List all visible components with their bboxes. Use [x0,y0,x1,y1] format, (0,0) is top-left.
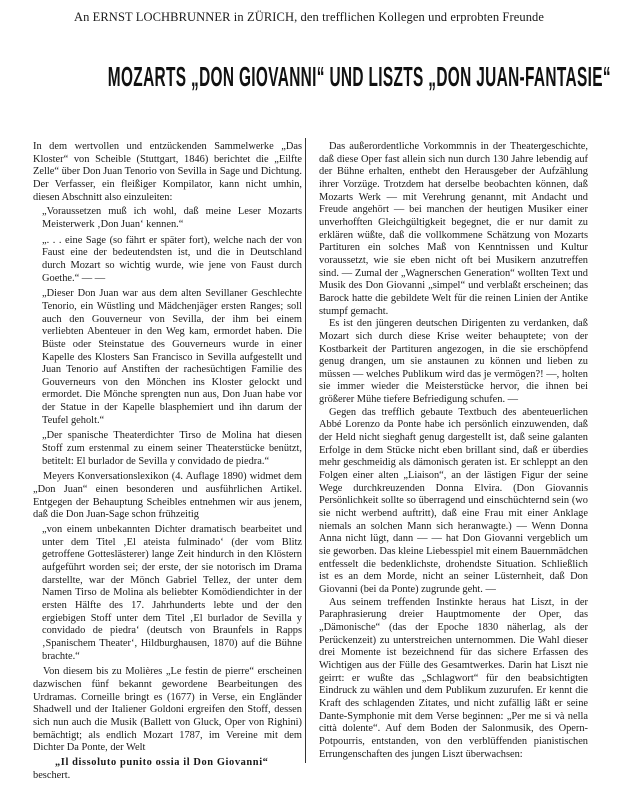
paragraph: Meyers Konversationslexikon (4. Auflage 1890) widmet dem „Don Juan“ einen besonderen und ausführlichen Artikel. Entgegen der Behauptung Scheibles entnehmen wir aus jenem, daß die Don Juan-Sage schon frühzeitig [33,471,302,521]
opera-title-quote: „Il dissoluto punito ossia il Don Giovanni“ [55,756,269,768]
quote: „Voraussetzen muß ich wohl, daß meine Leser Mozarts Meisterwerk ‚Don Juan‘ kennen.“ [42,206,302,230]
quote: „von einem unbekannten Dichter dramatisch bearbeitet und unter dem Titel ‚El ateista fulminado‘ (der vom Blitz getroffene Gotteslästerer) lange Zeit hindurch in den Klöstern aufgeführt worden sei; der erste, der sie notorisch im Drama darstellte, war der Mönch Gabriel Tellez, der unter dem Namen Tirso de Molina als beliebter Komödiendichter in der ersten Hälfte des 17. Jahrhunderts lebte und der den ergiebigen Stoff unter dem Titel ‚El burlador de Sevilla y convidado de piedra‘ (deutsch von Braunfels in Rapps ‚Spanischem Theater‘, Hildburghausen, 1870) auf die Bühne brachte.“ [42,524,302,662]
quote: „Dieser Don Juan war aus dem alten Sevillaner Geschlechte Tenorio, ein Wüstling und Mädchenjäger ersten Ranges; soll auch den Gouverneur von Sevilla, der ihm bei einem verliebten Abenteuer in den Weg kam, ermordet haben. Die Büste oder Steinstatue des Gouverneurs wurde in einer Kapelle des Klosters San Francisco in Sevilla aufgestellt und Juan Tenorio auf Anstiften der rachesüchtigen Familie des Gouverneurs von den Mönchen ins Kloster gelockt und ermordet. Die Mönche sprengten nun aus, Don Juan habe vor der Statue in der Kapelle blasphemiert und ihn darum der Teufel geholt.“ [42,288,302,426]
page-title: MOZARTS „DON GIOVANNI“ UND LISZTS „DON JUAN-FANTASIE“ [107,60,611,92]
paragraph: beschert. [33,769,71,781]
paragraph: Gegen das trefflich gebaute Textbuch des abenteuerlichen Abbé Lorenzo da Ponte habe ich persönlich einzuwenden, daß der Held nicht sieghaft genug dargestellt ist, daß seine galanten Erfolge in dem Stücke nicht eben brillant sind, daß er überdies mehr geschmeidig als dämonisch geraten ist. Er schleppt an den Folgen einer alten „Liaison“, an der lästigen Figur der seine Wege durchkreuzenden Donna Elvira. (Don Giovannis Persönlichkeit sollte so überragend und einschüchternd sein (wo sie nicht werbend auftritt), daß eine Frau mit einer Anklage niemals an solchen Mann sich heranwagte.) — Wenn Donna Anna nicht lügt, dann — — hat Don Giovanni vergeblich um sie geworben. Das kleine Liebesspiel mit einem Bauernmädchen entfesselt die bedenklichste, drohendste Situation. Schließlich ist es an dem Morde, nicht an seiner Lüsternheit, daß Don Giovanni (bei da Ponte) zugrunde geht. — [319,406,588,595]
paragraph: In dem wertvollen und entzückenden Sammelwerke „Das Kloster“ von Scheible (Stuttgart, 1846) berichtet die „Eilfte Zelle“ über Don Juan Tenorio von Sevilla in Sage und Dichtung. Der Verfasser, ein fleißiger Kompilator, kann nicht umhin, diesen Abschnitt also einzuleiten: [33,141,302,203]
quote: „. . . eine Sage (so fährt er später fort), welche nach der von Faust eine der bedeutendsten ist, und die in Deutschland durch Mozart so wichtig wurde, wie jene von Faust durch Goethe.“ — — [42,234,302,284]
paragraph: Von diesem bis zu Molières „Le festin de pierre“ erscheinen dazwischen fünf bekannt gewordene Bearbeitungen des Urdramas. Corneille bringt es (1677) in Verse, ein Engländer Shadwell und der Italiener Goldoni ergreifen den Stoff, dessen sich nun auch die Musik (Ballett von Gluck, Oper von Righini) bemächtigt; als endlich Mozart 1787, im Vereine mit dem Dichter Da Ponte, der Welt [33,666,302,754]
paragraph: Das außerordentliche Vorkommnis in der Theatergeschichte, daß diese Oper fast allein sich nun durch 130 Jahre lebendig auf der Bühne erhalten, enthebt den Herausgeber der Aufzählung ihrer Vorzüge. Trotzdem hat derselbe beobachten können, daß Mozarts Werk — mit Verehrung genannt, mit Andacht und Freude angehört — bei manchen der heutigen Musiker einer unverhofften Gleichgültigkeit begegnet, die er nur damit zu erklären wüßte, daß die vollkommene Schätzung von Mozarts Partituren ein solches Maß von Kenntnissen und Kultur voraussetzt, wie sie eben nicht oft bei Musikern anzutreffen sind. — Zumal der „Wagnerschen Generation“ wollten Text und Musik des Don Giovanni „simpel“ und verblaßt erscheinen; das Barock hatte die gebildete Welt für die reinen Linien der Antike stumpf gemacht. [319,141,588,317]
left-column [33,141,302,784]
paragraph: Aus seinem treffenden Instinkte heraus hat Liszt, in der Paraphrasierung dreier Hauptmomente der Oper, das „Dämonische“ (das der Epoche 1830 näherlag, als der Perückenzeit) zu unterstreichen unternommen. Die Wahl dieser drei Momente ist bezeichnend für das sichere Erfassen des Wichtigen aus der Fülle des Gesamtwerkes. Darin hat Liszt nie geirrt: er wußte das „Schlagwort“ für den beabsichtigten Eindruck zu wählen und dem Publikum zuzurufen. Er kennt die Kraft des schlagenden Zitates, und nicht zufällig läßt er seine Dante-Symphonie mit dem Verse beginnen: „Per me si và nella città dolente“. Auf dem Boden der Salonmusik, des Opern-Potpourris, entstanden, von den verblüffenden pianistischen Errungenschaften des jungen Liszt überwachsen: [319,596,588,760]
title-container [0,60,618,92]
right-column [319,141,588,761]
column-divider [305,138,306,763]
paragraph: Es ist den jüngeren deutschen Dirigenten zu verdanken, daß Mozart sich durch diese Krise weiter behauptete; von der Kostbarkeit der Partituren angezogen, in die sie erschöpfend genug drangen, um sie anstaunen zu können und lieben zu müssen — welches Publikum wird das je vermögen?! —, holten sie immer wieder die Meisterstücke hervor, die ihnen bei größerer Mühe tiefere Befriedigung schufen. — [319,318,588,406]
quote: „Der spanische Theaterdichter Tirso de Molina hat diesen Stoff zum erstenmal zu einem seiner Theaterstücke benützt, betitelt: El burlador de Sevilla y convidado de piedra.“ [42,430,302,467]
dedication-line: An ERNST LOCHBRUNNER in ZÜRICH, den trefflichen Kollegen und erprobten Freunde [73,10,545,24]
